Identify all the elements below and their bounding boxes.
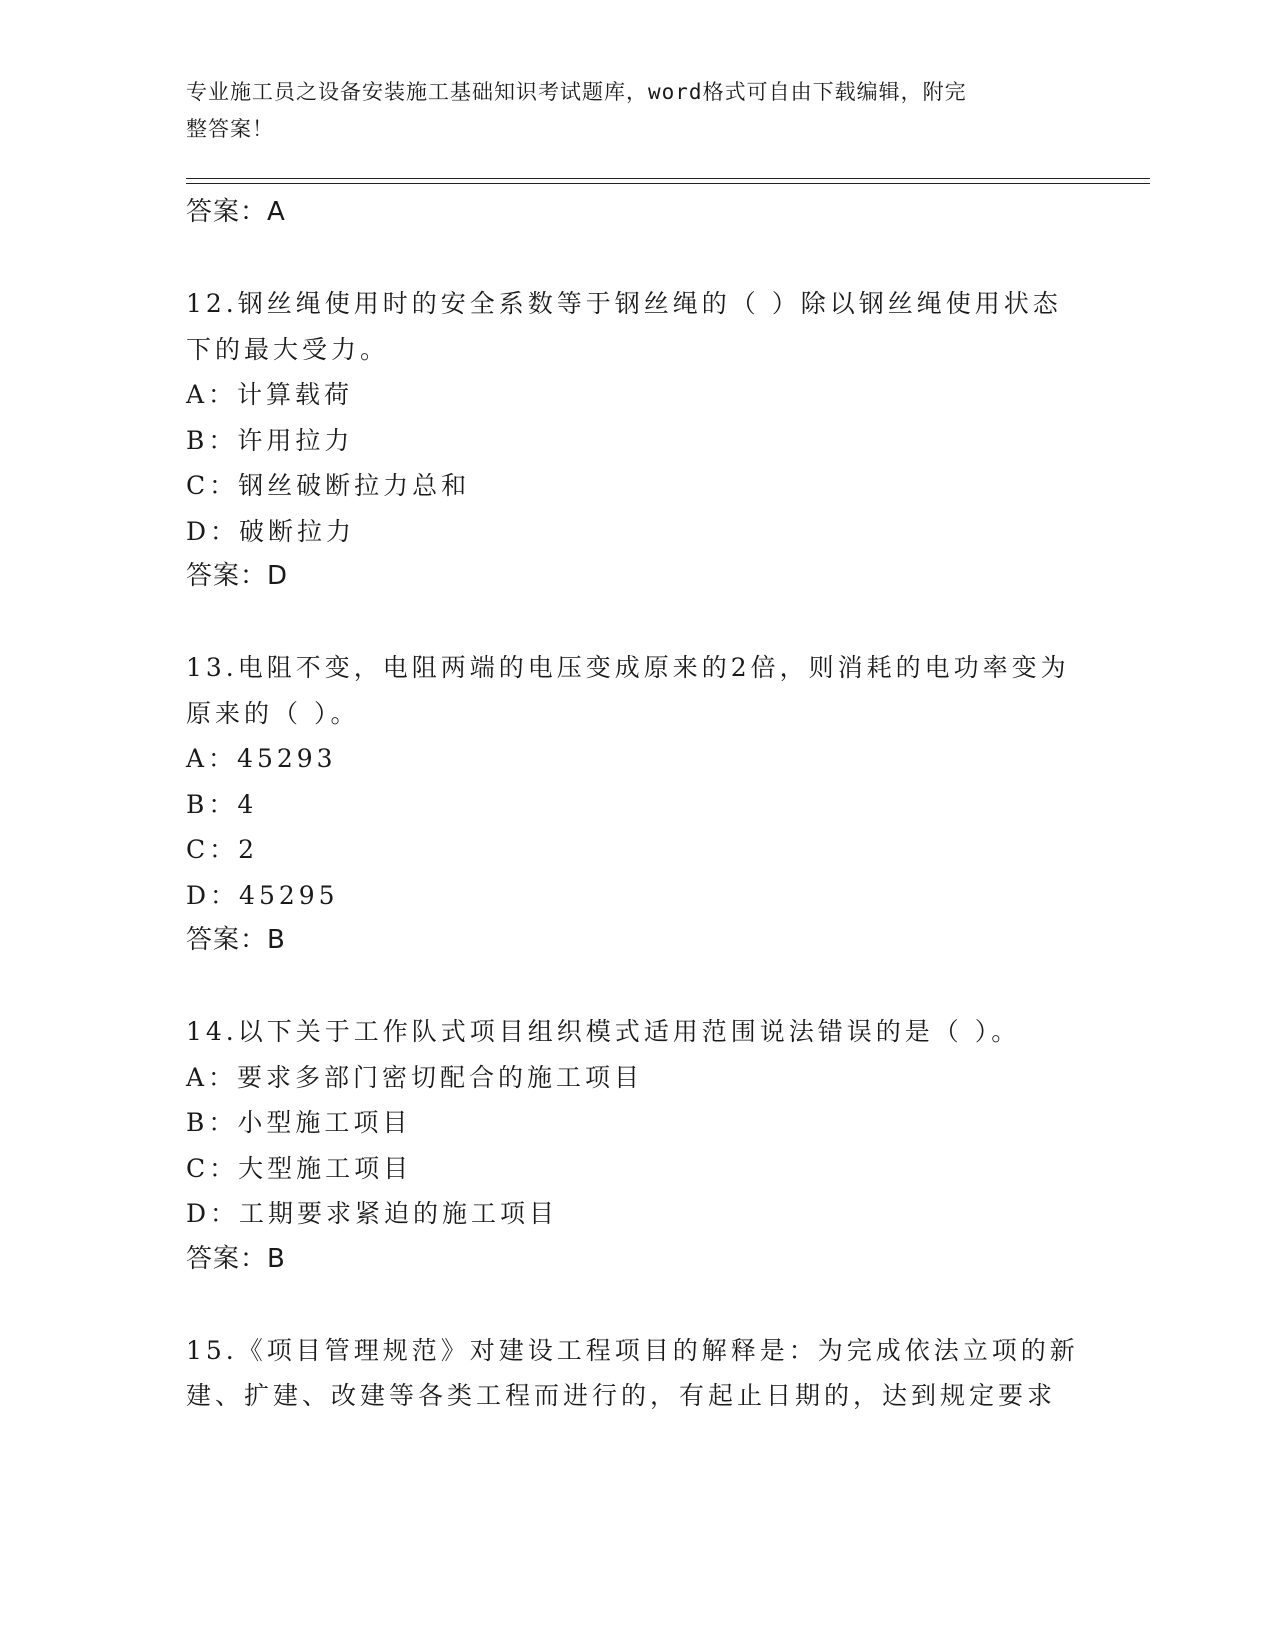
option-d: D：工期要求紧迫的施工项目: [186, 1199, 559, 1228]
question-block: [186, 1328, 1086, 1419]
spacer: [186, 236, 1086, 282]
option-a: A：45293: [186, 744, 337, 773]
spacer: [186, 964, 1086, 1010]
question-stem: 15.《项目管理规范》对建设工程项目的解释是：为完成依法立项的新: [186, 1335, 1079, 1365]
answer-line: 答案：B: [186, 925, 286, 955]
question-stem: 12.钢丝绳使用时的安全系数等于钢丝绳的（ ）除以钢丝绳使用状态: [186, 289, 1062, 318]
option-b: B：4: [186, 789, 258, 819]
header-divider: [186, 178, 1150, 179]
answer-line: 答案：A: [186, 197, 286, 227]
question-block: [186, 281, 1086, 600]
spacer: [186, 1282, 1086, 1328]
option-a: A：计算载荷: [186, 380, 354, 409]
question-block: [186, 1009, 1086, 1282]
question-block: [186, 645, 1086, 964]
option-c: C：大型施工项目: [186, 1153, 413, 1183]
answer-line: 答案：D: [186, 561, 289, 591]
answer-line: 答案：B: [186, 1243, 286, 1274]
question-stem: 原来的（ ）。: [186, 698, 360, 728]
header-line: 整答案！: [186, 117, 274, 141]
document-header: [186, 74, 1066, 148]
header-line: 专业施工员之设备安装施工基础知识考试题库，word格式可自由下载编辑，附完: [186, 80, 967, 104]
option-b: B：小型施工项目: [186, 1108, 412, 1137]
header-divider: [186, 183, 1150, 184]
option-b: B：许用拉力: [186, 425, 354, 455]
question-stem: 13.电阻不变，电阻两端的电压变成原来的2倍，则消耗的电功率变为: [186, 653, 1070, 682]
question-stem: 建、扩建、改建等各类工程而进行的，有起止日期的，达到规定要求: [186, 1381, 1057, 1410]
option-a: A：要求多部门密切配合的施工项目: [186, 1062, 644, 1092]
document-body: [186, 190, 1086, 1419]
question-stem: 14.以下关于工作队式项目组织模式适用范围说法错误的是（ ）。: [186, 1017, 1021, 1046]
spacer: [186, 600, 1086, 646]
option-c: C：钢丝破断拉力总和: [186, 471, 471, 500]
option-d: D：45295: [186, 880, 339, 910]
option-d: D：破断拉力: [186, 516, 356, 546]
option-c: C：2: [186, 835, 259, 864]
question-stem: 下的最大受力。: [186, 334, 390, 364]
